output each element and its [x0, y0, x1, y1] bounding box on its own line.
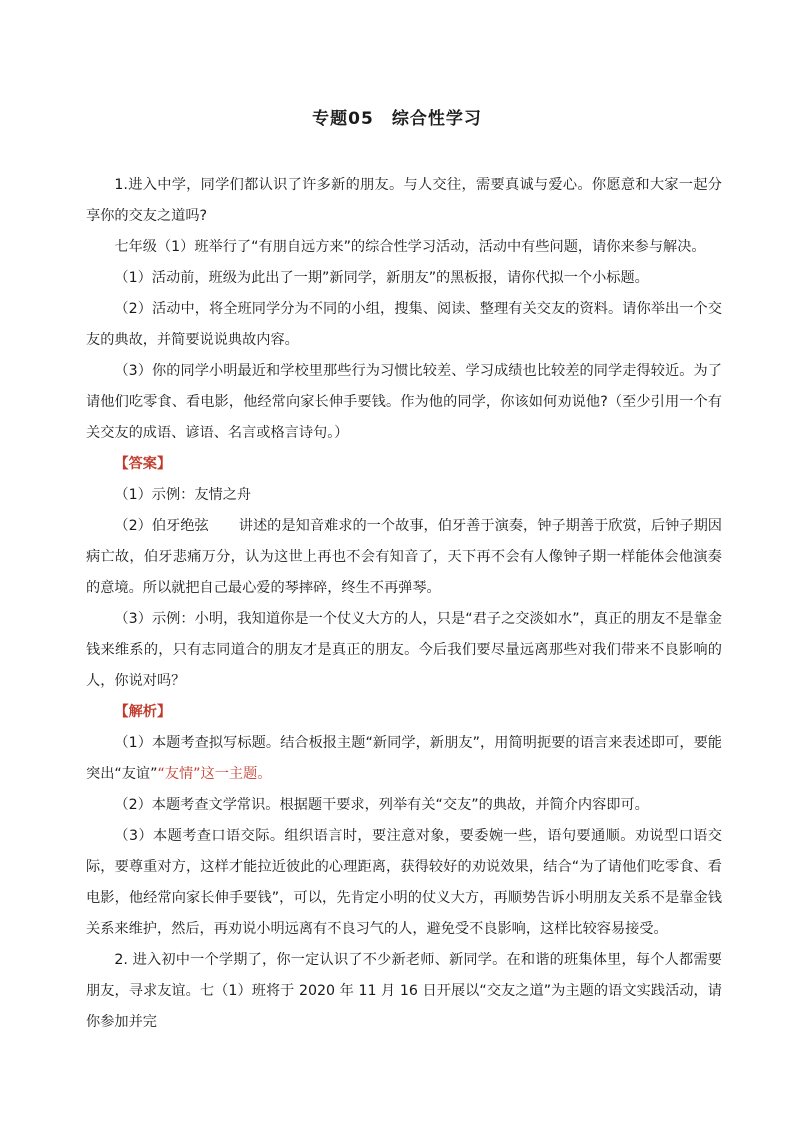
analysis-1-main: （1）本题考查拟写标题。结合板报主题“新同学，新朋友”，用简明扼要的语言来表述即可，要能突出“友谊” [86, 735, 722, 782]
analysis-1 [86, 728, 722, 790]
q1-context: 七年级（1）班举行了“有朋自远方来”的综合性学习活动，活动中有些问题，请你来参与解决。 [114, 239, 706, 255]
q1-intro: 1.进入中学，同学们都认识了许多新的朋友。与人交往，需要真诚与爱心。你愿意和大家一起分享你的交友之道吗? [86, 177, 722, 224]
analysis-3: （3）本题考查口语交际。组织语言时，要注意对象，要委婉一些，语句要通顺。劝说型口语交际，要尊重对方，这样才能拉近彼此的心理距离，获得较好的劝说效果，结合“为了请他们吃零食、看电影，他经常向家长伸手要钱”，可以，先肯定小明的仗义大方，再顺势告诉小明朋友关系不是靠金钱关系来维护，然后，再劝说小明远离有不良习气的人，避免受不良影响，这样比较容易接受。 [86, 828, 722, 937]
answer-1: （1）示例：友情之舟 [114, 487, 252, 503]
answer-2-title: （2）伯牙绝弦 [114, 518, 209, 534]
q1-sub-1: （1）活动前，班级为此出了一期”新同学，新朋友”的黑板报，请你代拟一个小标题。 [114, 270, 649, 286]
analysis-label: 【解析】 [114, 704, 172, 720]
q2-intro: 2. 进入初中一个学期了，你一定认识了不少新老师、新同学。在和谐的班集体里，每个人都需要朋友，寻求友谊。七（1）班将于 2020 年 11 月 16 日开展以“交友之道”为主题的语文实践活动，请你参加并完 [86, 952, 722, 1030]
q1-sub-3: （3）你的同学小明最近和学校里那些行为习惯比较差、学习成绩也比较差的同学走得较近。为了请他们吃零食、看电影，他经常向家长伸手要钱。作为他的同学，你该如何劝说他?（至少引用一个有关交友的成语、谚语、名言或格言诗句。） [86, 363, 722, 441]
answer-2-body: 讲述的是知音难求的一个故事，伯牙善于演奏，钟子期善于欣赏，后钟子期因病亡故，伯牙悲痛万分，认为这世上再也不会有知音了，天下再不会有人像钟子期一样能体会他演奏的意境。所以就把自己最心爱的琴摔碎，终生不再弹琴。 [86, 518, 722, 596]
page-title: 专题05 综合性学习 [312, 109, 482, 129]
analysis-section [86, 697, 722, 728]
analysis-2: （2）本题考查文学常识。根据题干要求，列举有关“交友”的典故，并简介内容即可。 [114, 797, 649, 813]
answer-2 [86, 511, 722, 604]
answer-label: 【答案】 [114, 456, 172, 472]
q1-sub-2: （2）活动中，将全班同学分为不同的小组，搜集、阅读、整理有关交友的资料。请你举出一个交友的典故，并简要说说典故内容。 [86, 301, 722, 348]
answer-3: （3）示例：小明，我知道你是一个仗义大方的人，只是“君子之交淡如水”，真正的朋友不是靠金钱来维系的，只有志同道合的朋友才是真正的朋友。今后我们要尽量远离那些对我们带来不良影响的人，你说对吗？ [86, 611, 722, 689]
answer-section [86, 449, 722, 480]
document-body [86, 170, 722, 1038]
analysis-1-highlight: “友情”这一主题。 [157, 766, 272, 782]
